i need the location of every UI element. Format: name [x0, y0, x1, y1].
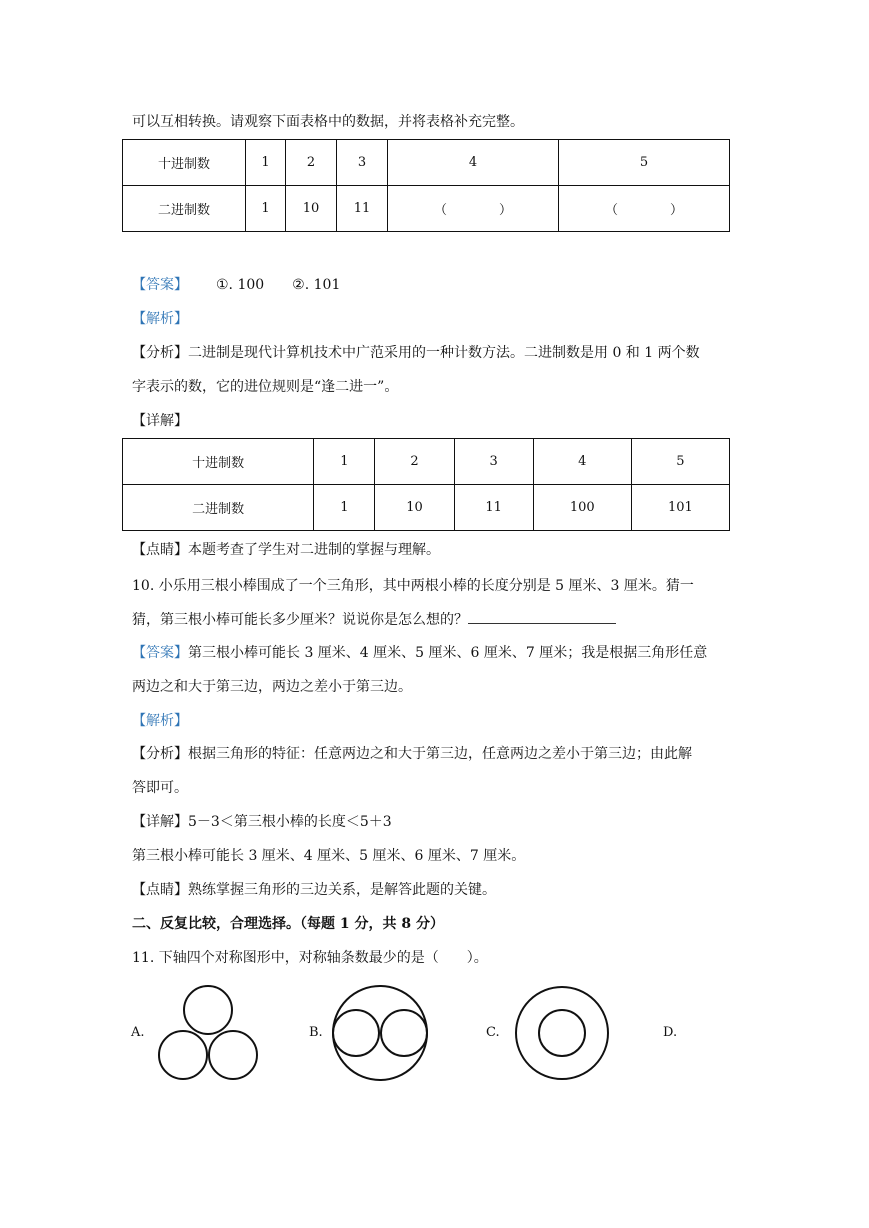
option-d-label: D.: [663, 1025, 678, 1040]
table1-cell: 10: [286, 186, 337, 232]
q9-analysis-line-2: 字表示的数，它的进位规则是“逢二进一”。: [132, 379, 399, 395]
fenxi-tag: 【分析】: [132, 345, 188, 361]
dianjing-text: 熟练掌握三角形的三边关系，是解答此题的关键。: [188, 882, 496, 898]
table2-cell: 3: [454, 439, 533, 485]
answer-text: ①. 100 ②. 101: [216, 277, 341, 293]
answer-tag: 【答案】: [132, 277, 188, 293]
circle: [209, 1031, 257, 1079]
table1-header-binary: 二进制数: [123, 186, 246, 232]
table1-cell: 1: [246, 140, 286, 186]
option-b-figure: [330, 983, 430, 1083]
fenxi-text: 二进制是现代计算机技术中广范采用的一种计数方法。二进制数是用 0 和 1 两个数: [188, 345, 700, 361]
fenxi-tag: 【分析】: [132, 746, 188, 762]
q10-answer-line-2: 两边之和大于第三边，两边之差小于第三边。: [132, 679, 412, 695]
option-c-label: C.: [486, 1025, 500, 1040]
table2-cell: 100: [533, 485, 631, 531]
table2-header-decimal: 十进制数: [123, 439, 314, 485]
q10-text-line-2: [132, 610, 616, 630]
table2-cell: 11: [454, 485, 533, 531]
q10-dianjing-line: [132, 880, 496, 900]
binary-table-question: [122, 139, 730, 232]
inner-circle: [539, 1010, 585, 1056]
q10-detail-line-1: [132, 812, 392, 832]
circle: [184, 986, 232, 1034]
q10-detail-line-2: 第三根小棒可能长 3 厘米、4 厘米、5 厘米、6 厘米、7 厘米。: [132, 848, 526, 864]
table1-header-decimal: 十进制数: [123, 140, 246, 186]
table2-cell: 1: [314, 439, 375, 485]
option-a-label: A.: [131, 1025, 145, 1040]
analysis-tag: 【解析】: [132, 311, 188, 327]
circle: [159, 1031, 207, 1079]
q10-answer-line-1: [132, 643, 707, 663]
table1-cell: 5: [559, 140, 730, 186]
q9-answer-line: [132, 275, 340, 295]
table1-cell: 1: [246, 186, 286, 232]
answer-tag: 【答案】: [132, 645, 188, 661]
section-title: 二、反复比较，合理选择。（每题 1 分，共 8 分）: [132, 916, 444, 932]
q10-text: 猜，第三根小棒可能长多少厘米？说说你是怎么想的？: [132, 612, 468, 628]
xiangjie-tag: 【详解】: [132, 413, 188, 429]
q10-analysis-line-2: 答即可。: [132, 780, 188, 796]
answer-text: 第三根小棒可能长 3 厘米、4 厘米、5 厘米、6 厘米、7 厘米；我是根据三角形任意: [188, 645, 708, 661]
table2-cell: 10: [375, 485, 454, 531]
table1-cell: 4: [388, 140, 559, 186]
dianjing-text: 本题考查了学生对二进制的掌握与理解。: [188, 542, 440, 558]
table2-cell: 2: [375, 439, 454, 485]
q9-analysis-line-1: [132, 343, 700, 363]
xiangjie-text: 5－3＜第三根小棒的长度＜5＋3: [188, 814, 392, 830]
option-a-figure: [155, 983, 261, 1083]
q9-dianjing-line: [132, 540, 440, 560]
table1-cell: 11: [337, 186, 388, 232]
fenxi-text: 根据三角形的特征：任意两边之和大于第三边，任意两边之差小于第三边；由此解: [188, 746, 692, 762]
q11-text: 11. 下轴四个对称图形中，对称轴条数最少的是（ ）。: [132, 950, 488, 966]
table2-cell: 5: [631, 439, 729, 485]
answer-blank: [468, 610, 616, 624]
table2-cell: 1: [314, 485, 375, 531]
right-inner-circle: [381, 1010, 427, 1056]
option-b-label: B.: [309, 1025, 323, 1040]
binary-table-solution: [122, 438, 730, 531]
table1-blank-cell: （ ）: [388, 186, 559, 232]
left-inner-circle: [333, 1010, 379, 1056]
q10-text-line-1: 10. 小乐用三根小棒围成了一个三角形，其中两根小棒的长度分别是 5 厘米、3 厘米。猜一: [132, 578, 694, 594]
outer-circle: [516, 987, 608, 1079]
analysis-tag: 【解析】: [132, 713, 188, 729]
intro-text: 可以互相转换。请观察下面表格中的数据，并将表格补充完整。: [132, 114, 524, 130]
table2-cell: 4: [533, 439, 631, 485]
table1-cell: 3: [337, 140, 388, 186]
dianjing-tag: 【点睛】: [132, 542, 188, 558]
q10-analysis-line-1: [132, 744, 692, 764]
table1-cell: 2: [286, 140, 337, 186]
table1-blank-cell: （ ）: [559, 186, 730, 232]
dianjing-tag: 【点睛】: [132, 882, 188, 898]
xiangjie-tag: 【详解】: [132, 814, 188, 830]
table2-cell: 101: [631, 485, 729, 531]
option-c-figure: [514, 985, 610, 1081]
table2-header-binary: 二进制数: [123, 485, 314, 531]
